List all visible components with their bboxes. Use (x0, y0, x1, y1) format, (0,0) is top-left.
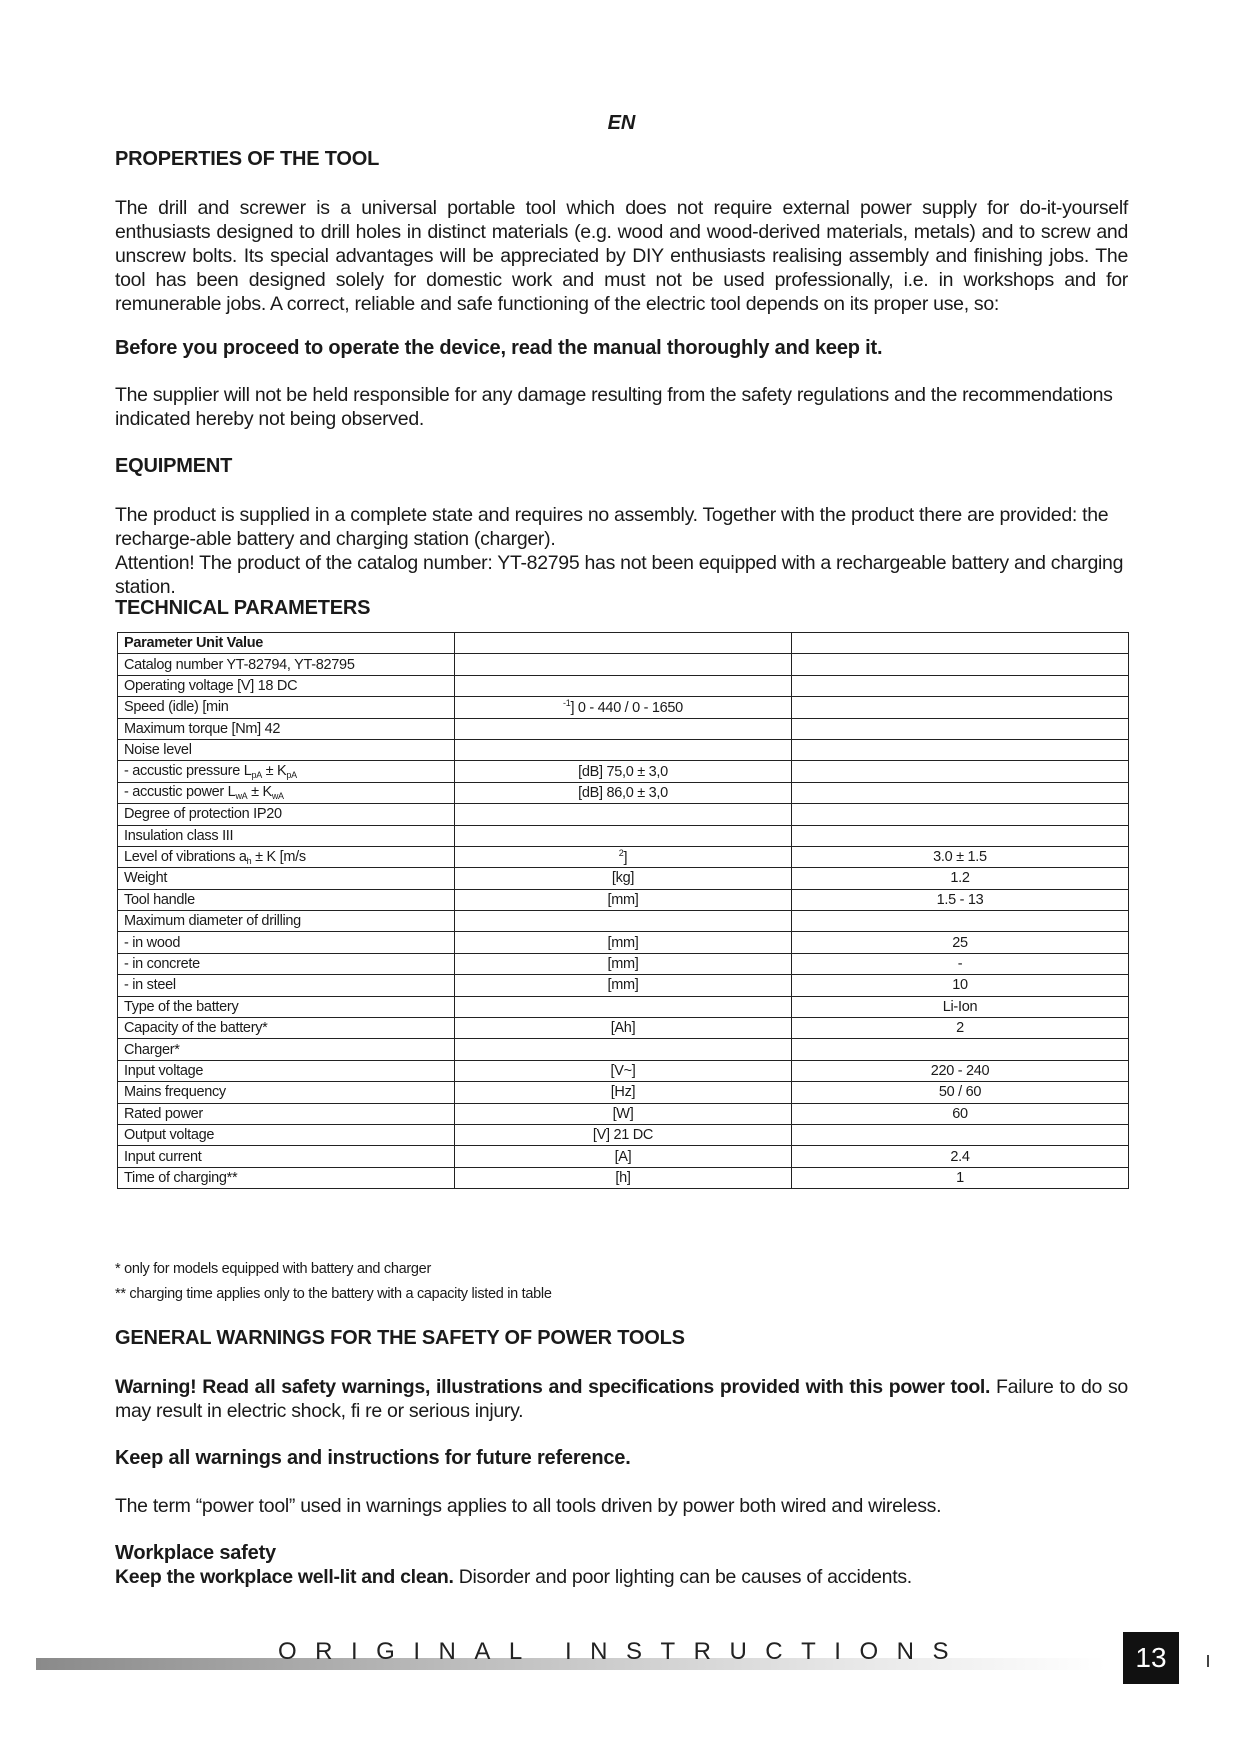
edge-mark (1207, 1655, 1209, 1667)
vibration-label: Level of vibrations a (124, 848, 247, 865)
table-cell-c3 (792, 675, 1129, 696)
table-row (118, 1103, 1129, 1124)
table-cell-c3: 25 (792, 932, 1129, 953)
vibration-unit-close: ] (623, 850, 628, 867)
table-cell-c3 (792, 654, 1129, 675)
table-cell-c2: [h] (455, 1167, 792, 1188)
table-cell-c1 (118, 761, 455, 782)
speed-unit-exponent: -1 (563, 698, 571, 709)
table-row (118, 1018, 1129, 1039)
table-cell-c1: Noise level (118, 739, 455, 760)
table-cell-c2 (455, 1039, 792, 1060)
table-cell-c2: [A] (455, 1146, 792, 1167)
term-paragraph: The term “power tool” used in warnings applies to all tools driven by power both wired and wireless. (115, 1495, 942, 1517)
warning-paragraph (115, 1375, 1128, 1423)
equipment-heading: EQUIPMENT (115, 455, 233, 477)
equipment-paragraph: The product is supplied in a complete state and requires no assembly. Together with the product there are provided: the recharge-able battery and charging station (charger). (115, 504, 1109, 550)
workplace-paragraph (115, 1565, 1128, 1589)
table-row (118, 889, 1129, 910)
table-cell-c2: [dB] 86,0 ± 3,0 (455, 782, 792, 803)
table-cell-c1: Type of the battery (118, 996, 455, 1017)
table-cell-c2: [dB] 75,0 ± 3,0 (455, 761, 792, 782)
table-cell-c2: [mm] (455, 953, 792, 974)
table-cell-c3: 60 (792, 1103, 1129, 1124)
table-row (118, 739, 1129, 760)
vibration-rest: ± K [m/s (251, 848, 306, 865)
table-cell-c1: Input current (118, 1146, 455, 1167)
table-cell-c2 (455, 911, 792, 932)
vibration-sub: h (246, 855, 252, 866)
table-row (118, 975, 1129, 996)
table-cell-c1: Maximum diameter of drilling (118, 911, 455, 932)
table-cell-c1: - in concrete (118, 953, 455, 974)
table-cell-c2 (455, 739, 792, 760)
table-cell-c3 (792, 1124, 1129, 1145)
table-cell-c1: Input voltage (118, 1060, 455, 1081)
table-row (118, 804, 1129, 825)
table-cell-c3: Li-Ion (792, 996, 1129, 1017)
workplace-rest: Disorder and poor lighting can be causes of accidents. (453, 1566, 912, 1588)
workplace-heading: Workplace safety (115, 1542, 276, 1564)
table-row (118, 1082, 1129, 1103)
power-mid: ± K (247, 784, 272, 801)
table-cell-c2: [mm] (455, 889, 792, 910)
table-cell-c2 (455, 846, 792, 867)
table-cell-c2 (455, 825, 792, 846)
table-row (118, 1146, 1129, 1167)
supplier-paragraph: The supplier will not be held responsible for any damage resulting from the safety regulations and the recommendations indicated hereby not being observed. (115, 384, 1113, 430)
table-cell-c2 (455, 697, 792, 718)
table-cell-c1: Catalog number YT-82794, YT-82795 (118, 654, 455, 675)
table-row (118, 718, 1129, 739)
table-cell-c1: Degree of protection IP20 (118, 804, 455, 825)
power-sub-1: wA (235, 791, 248, 802)
table-cell-c3 (792, 718, 1129, 739)
power-sub-2: wA (271, 791, 284, 802)
table-cell-c3: 220 - 240 (792, 1060, 1129, 1081)
table-cell-c1 (118, 846, 455, 867)
table-row (118, 911, 1129, 932)
table-cell-c3 (792, 782, 1129, 803)
table-cell-c3 (792, 739, 1129, 760)
read-manual-notice: Before you proceed to operate the device, read the manual thoroughly and keep it. (115, 337, 883, 359)
table-cell-c3 (792, 761, 1129, 782)
table-cell-c1: Time of charging** (118, 1167, 455, 1188)
table-cell-c2: [W] (455, 1103, 792, 1124)
technical-heading: TECHNICAL PARAMETERS (115, 597, 371, 619)
pressure-sub-2: pA (286, 770, 297, 781)
table-row (118, 1060, 1129, 1081)
table-cell-c1: Parameter Unit Value (118, 633, 455, 654)
table-cell-c2: [Ah] (455, 1018, 792, 1039)
table-cell-c1: Output voltage (118, 1124, 455, 1145)
table-cell-c1: Rated power (118, 1103, 455, 1124)
table-row (118, 932, 1129, 953)
table-cell-c2: [Hz] (455, 1082, 792, 1103)
table-row (118, 1167, 1129, 1188)
table-cell-c3 (792, 633, 1129, 654)
table-row (118, 846, 1129, 867)
warning-bold: Warning! Read all safety warnings, illustrations and specifications provided with this power tool. (115, 1376, 991, 1398)
table-cell-c2: [V] 21 DC (455, 1124, 792, 1145)
keep-warnings-notice: Keep all warnings and instructions for future reference. (115, 1447, 631, 1469)
speed-value: ] 0 - 440 / 0 - 1650 (570, 700, 683, 717)
table-row (118, 761, 1129, 782)
table-cell-c2 (455, 633, 792, 654)
table-cell-c3: 2.4 (792, 1146, 1129, 1167)
table-cell-c3: 10 (792, 975, 1129, 996)
table-cell-c2 (455, 654, 792, 675)
table-cell-c3 (792, 911, 1129, 932)
table-row (118, 953, 1129, 974)
warning-rest: Failure to do so may result in electric shock, fi re or serious injury. (115, 1376, 1128, 1422)
table-cell-c1: Mains frequency (118, 1082, 455, 1103)
table-cell-c2: [mm] (455, 975, 792, 996)
table-cell-c3 (792, 697, 1129, 718)
footnote-charging: ** charging time applies only to the battery with a capacity listed in table (115, 1286, 552, 1302)
table-row (118, 697, 1129, 718)
table-cell-c2: [mm] (455, 932, 792, 953)
table-cell-c1: Charger* (118, 1039, 455, 1060)
table-cell-c1: Speed (idle) [min (118, 697, 455, 718)
table-cell-c3 (792, 1039, 1129, 1060)
table-cell-c3 (792, 825, 1129, 846)
table-cell-c3: 2 (792, 1018, 1129, 1039)
properties-heading: PROPERTIES OF THE TOOL (115, 148, 380, 170)
table-cell-c1: Operating voltage [V] 18 DC (118, 675, 455, 696)
table-cell-c2 (455, 804, 792, 825)
table-row (118, 633, 1129, 654)
table-cell-c1: Maximum torque [Nm] 42 (118, 718, 455, 739)
footer-title: ORIGINAL INSTRUCTIONS (278, 1638, 967, 1665)
table-cell-c1 (118, 782, 455, 803)
table-cell-c3: 1 (792, 1167, 1129, 1188)
table-cell-c1: Insulation class III (118, 825, 455, 846)
equipment-attention: Attention! The product of the catalog number: YT-82795 has not been equipped with a rechargeable battery and charging station. (115, 552, 1124, 598)
technical-parameters-table (117, 632, 1129, 1189)
table-row (118, 1124, 1129, 1145)
language-code: EN (607, 112, 636, 134)
general-warnings-heading: GENERAL WARNINGS FOR THE SAFETY OF POWER TOOLS (115, 1327, 685, 1349)
table-row (118, 654, 1129, 675)
properties-paragraph: The drill and screwer is a universal portable tool which does not require external power supply for do-it-yourself enthusiasts designed to drill holes in distinct materials (e.g. wood and wood-derived materials, metals) and to screw and unscrew bolts. Its special advantages will be appreciated by DIY enthusiasts realising assembly and finishing jobs. The tool has been designed solely for domestic work and must not be used professionally, i.e. in workshops and for remunerable jobs. A correct, reliable and safe functioning of the electric tool depends on its proper use, so: (115, 197, 1128, 315)
table-row (118, 782, 1129, 803)
table-cell-c1: Capacity of the battery* (118, 1018, 455, 1039)
pressure-sub-1: pA (251, 770, 262, 781)
workplace-bold: Keep the workplace well-lit and clean. (115, 1566, 454, 1588)
table-cell-c3: 1.5 - 13 (792, 889, 1129, 910)
table-row (118, 675, 1129, 696)
table-cell-c2: [V~] (455, 1060, 792, 1081)
table-cell-c1: Weight (118, 868, 455, 889)
table-row (118, 1039, 1129, 1060)
table-cell-c2 (455, 996, 792, 1017)
table-cell-c1: - in wood (118, 932, 455, 953)
table-row (118, 996, 1129, 1017)
table-row (118, 825, 1129, 846)
table-cell-c2: [kg] (455, 868, 792, 889)
table-cell-c3: 3.0 ± 1.5 (792, 846, 1129, 867)
table-cell-c3: 50 / 60 (792, 1082, 1129, 1103)
table-cell-c1: - in steel (118, 975, 455, 996)
table-cell-c3 (792, 804, 1129, 825)
pressure-label: - accustic pressure L (124, 763, 252, 780)
footnote-battery: * only for models equipped with battery and charger (115, 1261, 431, 1277)
vibration-unit-exponent: 2 (618, 848, 624, 859)
table-cell-c3: - (792, 953, 1129, 974)
table-cell-c1: Tool handle (118, 889, 455, 910)
pressure-mid: ± K (261, 763, 287, 780)
table-row (118, 868, 1129, 889)
table-cell-c2 (455, 675, 792, 696)
power-label: - accustic power L (124, 784, 236, 801)
page-number: 13 (1123, 1632, 1179, 1684)
table-cell-c2 (455, 718, 792, 739)
table-cell-c3: 1.2 (792, 868, 1129, 889)
